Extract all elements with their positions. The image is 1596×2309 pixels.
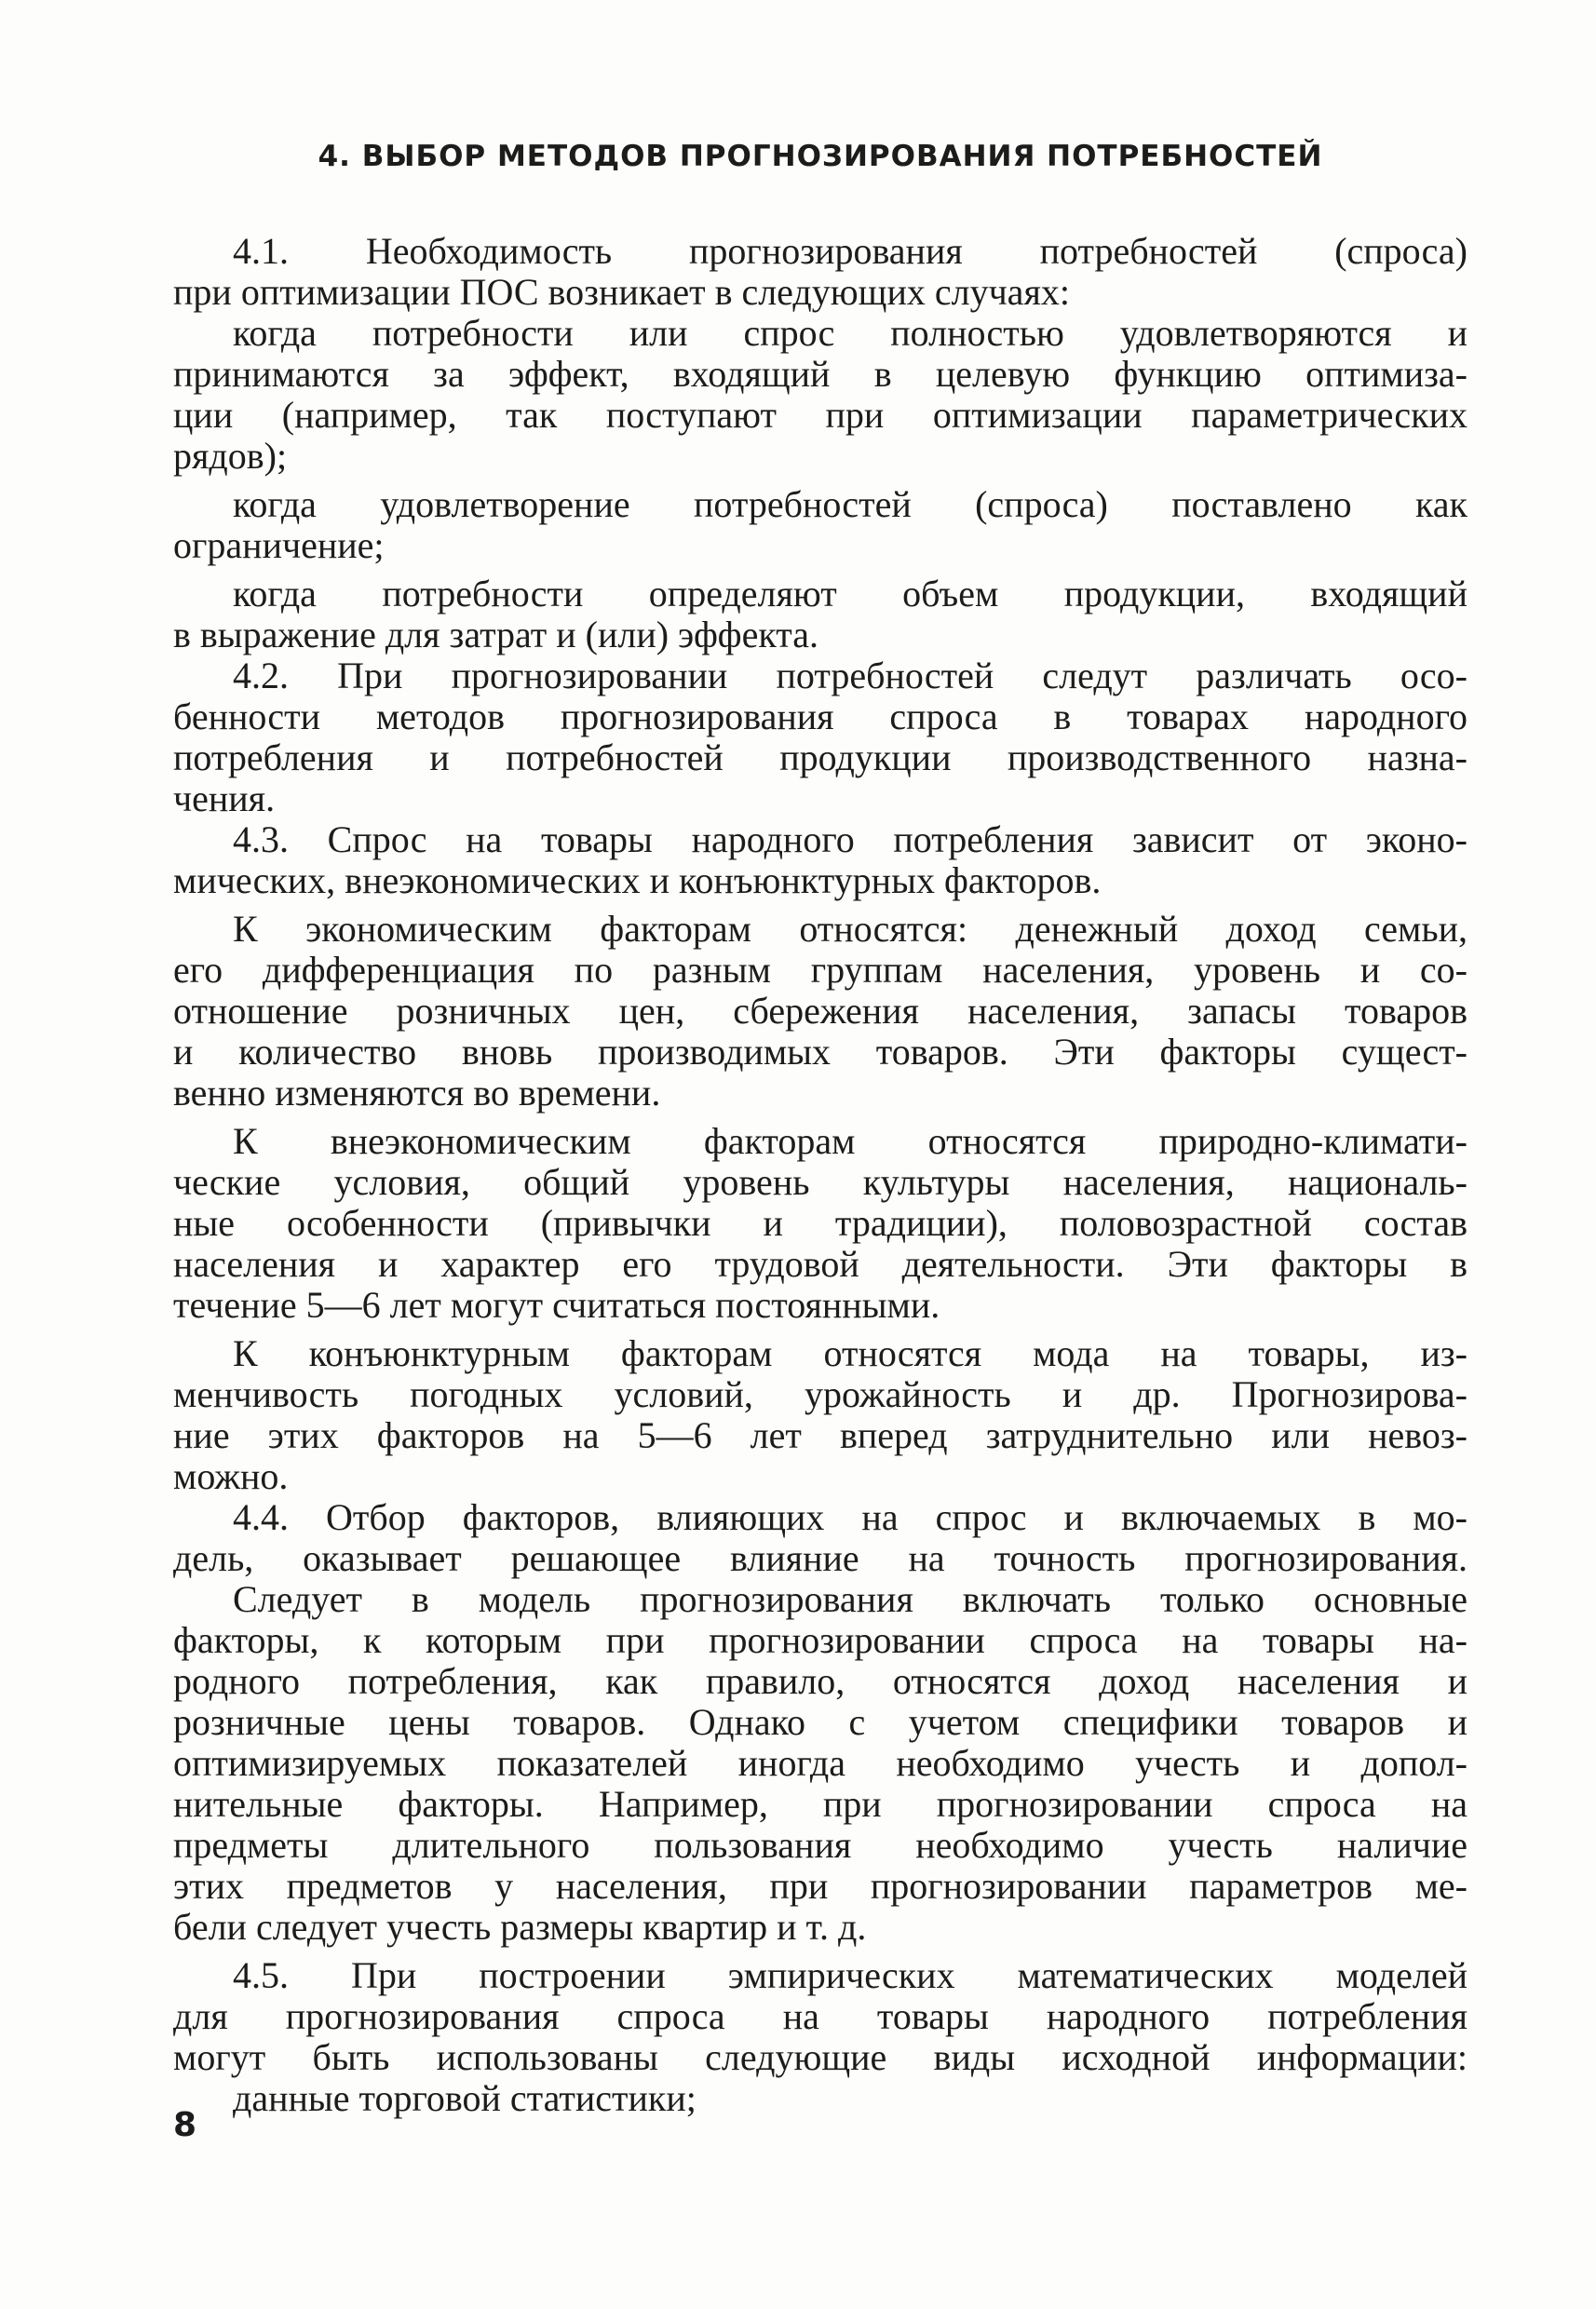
text-line: рядов); — [173, 436, 288, 477]
text-line: ограничение; — [173, 525, 385, 566]
text-line: ческие условия, общий уровень культуры населения, националь- — [173, 1162, 1468, 1203]
text-line: дель, оказывает решающее влияние на точность прогнозирования. — [173, 1538, 1468, 1579]
text-line: 4.4. Отбор факторов, влияющих на спрос и включаемых в мо- — [233, 1497, 1468, 1538]
text-line: при оптимизации ПОС возникает в следующих случаях: — [173, 272, 1070, 313]
text-line: факторы, к которым при прогнозировании спроса на товары на- — [173, 1620, 1468, 1661]
text-line: мических, внеэкономических и конъюнктурных факторов. — [173, 860, 1102, 901]
text-line: венно изменяются во времени. — [173, 1073, 661, 1114]
text-line: оптимизируемых показателей иногда необходимо учесть и допол- — [173, 1743, 1468, 1784]
text-line: принимаются за эффект, входящий в целевую функцию оптимиза- — [173, 354, 1468, 395]
text-line: ции (например, так поступают при оптимизации параметрических — [173, 395, 1468, 436]
text-line: 4.3. Спрос на товары народного потребления зависит от эконо- — [233, 819, 1468, 860]
text-line: его дифференциация по разным группам населения, уровень и со- — [173, 950, 1468, 991]
text-line: 4.5. При построении эмпирических математических моделей — [233, 1955, 1468, 1996]
text-line: этих предметов у населения, при прогнозировании параметров ме- — [173, 1866, 1468, 1907]
page-number: 8 — [173, 2106, 197, 2144]
text-line: течение 5—6 лет могут считаться постоянными. — [173, 1285, 940, 1326]
text-line: розничные цены товаров. Однако с учетом специфики товаров и — [173, 1702, 1468, 1743]
text-line: ние этих факторов на 5—6 лет вперед затруднительно или невоз- — [173, 1415, 1468, 1456]
text-line: К конъюнктурным факторам относятся мода на товары, из- — [233, 1333, 1468, 1374]
text-line: К экономическим факторам относятся: денежный доход семьи, — [233, 909, 1468, 950]
text-line: чения. — [173, 778, 276, 819]
text-line: 4.1. Необходимость прогнозирования потребностей (спроса) — [233, 231, 1468, 272]
text-line: родного потребления, как правило, относятся доход населения и — [173, 1661, 1468, 1702]
text-line: когда удовлетворение потребностей (спроса) поставлено как — [233, 484, 1468, 525]
text-line: когда потребности определяют объем продукции, входящий — [233, 574, 1468, 614]
text-line: отношение розничных цен, сбережения населения, запасы товаров — [173, 991, 1468, 1032]
section-heading: 4. ВЫБОР МЕТОДОВ ПРОГНОЗИРОВАНИЯ ПОТРЕБНОСТЕЙ — [318, 140, 1323, 173]
text-line: нительные факторы. Например, при прогнозировании спроса на — [173, 1784, 1468, 1825]
text-line: населения и характер его трудовой деятельности. Эти факторы в — [173, 1244, 1468, 1285]
text-line: предметы длительного пользования необходимо учесть наличие — [173, 1825, 1468, 1866]
text-line: К внеэкономическим факторам относятся природно-климати- — [233, 1121, 1468, 1162]
text-line: бели следует учесть размеры квартир и т. д. — [173, 1907, 867, 1948]
text-line: для прогнозирования спроса на товары народного потребления — [173, 1996, 1468, 2037]
text-line: можно. — [173, 1456, 289, 1497]
text-line: и количество вновь производимых товаров. Эти факторы сущест- — [173, 1032, 1468, 1073]
text-line: ные особенности (привычки и традиции), половозрастной состав — [173, 1203, 1468, 1244]
text-line: 4.2. При прогнозировании потребностей следут различать осо- — [233, 655, 1468, 696]
text-line: Следует в модель прогнозирования включать только основные — [233, 1579, 1468, 1620]
text-line: в выражение для затрат и (или) эффекта. — [173, 614, 818, 655]
text-line: бенности методов прогнозирования спроса в товарах народного — [173, 696, 1468, 737]
body-text — [173, 231, 1468, 2119]
text-line: менчивость погодных условий, урожайность и др. Прогнозирова- — [173, 1374, 1468, 1415]
text-line: потребления и потребностей продукции производственного назна- — [173, 737, 1468, 778]
text-line: могут быть использованы следующие виды исходной информации: — [173, 2037, 1468, 2078]
text-line: данные торговой статистики; — [233, 2078, 697, 2119]
text-line: когда потребности или спрос полностью удовлетворяются и — [233, 313, 1468, 354]
